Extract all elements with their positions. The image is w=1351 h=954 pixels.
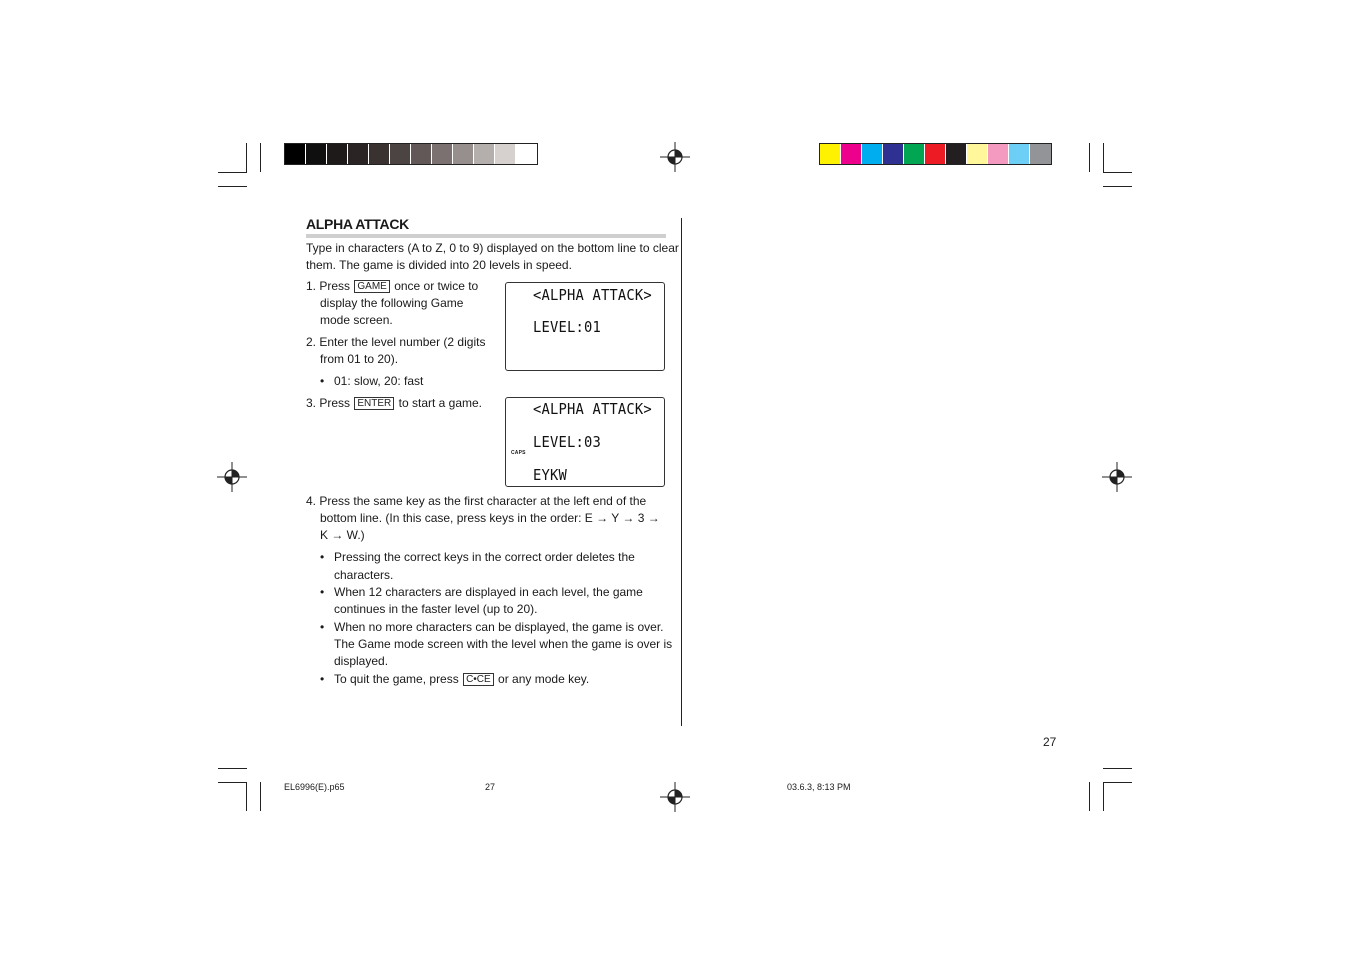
crop-mark (218, 768, 247, 769)
step-text: bottom line. (In this case, press keys in the order: E → Y → 3 → (320, 511, 660, 525)
bullet-text: or any mode key. (498, 672, 590, 686)
color-swatch (390, 144, 411, 164)
bullet: • (320, 620, 325, 634)
color-swatch (862, 144, 883, 164)
crop-mark (1103, 782, 1104, 811)
list-item (320, 549, 324, 566)
lcd-screen-2 (505, 397, 665, 487)
c-ce-key: C•CE (463, 673, 494, 686)
color-swatch (285, 144, 306, 164)
color-swatch (904, 144, 925, 164)
bullet: • (320, 550, 325, 564)
color-swatch (453, 144, 474, 164)
list-item (320, 373, 324, 390)
bullet-text: When no more characters can be displayed, the game is over. (334, 620, 664, 634)
bullet-text (334, 671, 589, 688)
footer-timestamp: 03.6.3, 8:13 PM (787, 782, 851, 792)
step-text: Enter the level number (2 digits (319, 335, 486, 349)
list-item (320, 671, 324, 688)
bullet-text: The Game mode screen with the level when the game is over is (334, 637, 673, 651)
step-number: 1. (306, 279, 317, 293)
crop-mark (1089, 782, 1090, 811)
crop-mark (260, 782, 261, 811)
color-swatch (495, 144, 516, 164)
color-swatch (1009, 144, 1030, 164)
step-text: once or twice to (394, 279, 479, 293)
step-4 (306, 493, 646, 510)
step-text: display the following Game (320, 296, 464, 310)
step-1 (306, 278, 478, 295)
caps-indicator: CAPS (511, 450, 526, 456)
section-title: ALPHA ATTACK (306, 216, 409, 232)
color-swatch (841, 144, 862, 164)
step-text: Press (319, 279, 351, 293)
enter-key: ENTER (354, 397, 394, 410)
color-swatch (411, 144, 432, 164)
bullet: • (320, 374, 325, 388)
bullet-text: To quit the game, press (334, 672, 459, 686)
step-2 (306, 334, 485, 351)
bullet: • (320, 672, 325, 686)
registration-mark-icon (660, 142, 690, 172)
step-text: mode screen. (320, 313, 393, 327)
bullet-text: continues in the faster level (up to 20). (334, 602, 538, 616)
color-swatch (432, 144, 453, 164)
crop-mark (1089, 143, 1090, 172)
crop-mark (218, 782, 247, 783)
crop-mark (246, 782, 247, 811)
crop-mark (1103, 172, 1132, 173)
step-text: Press (319, 396, 351, 410)
color-swatch (348, 144, 369, 164)
lcd-line: LEVEL:01 (533, 318, 601, 336)
step-number: 3. (306, 396, 317, 410)
color-swatch (474, 144, 495, 164)
crop-mark (218, 186, 247, 187)
step-text: to start a game. (398, 396, 483, 410)
step-3 (306, 395, 482, 412)
color-swatch (1030, 144, 1051, 164)
color-swatch (369, 144, 390, 164)
game-key: GAME (354, 280, 389, 293)
crop-mark (218, 172, 247, 173)
footer-filename: EL6996(E).p65 (284, 782, 345, 792)
step-number: 4. (306, 494, 317, 508)
intro-line: them. The game is divided into 20 levels in speed. (306, 258, 572, 272)
lcd-line: LEVEL:03 (533, 433, 601, 451)
bullet-text: Pressing the correct keys in the correct order deletes the (334, 550, 635, 564)
color-swatch (306, 144, 327, 164)
bullet-text: When 12 characters are displayed in each level, the game (334, 585, 643, 599)
color-swatch (988, 144, 1009, 164)
registration-mark-icon (1102, 462, 1132, 492)
color-swatch (820, 144, 841, 164)
crop-mark (246, 143, 247, 172)
bullet-text: characters. (334, 568, 394, 582)
crop-mark (1103, 143, 1104, 172)
intro-line: Type in characters (A to Z, 0 to 9) displayed on the bottom line to clear (306, 241, 679, 255)
crop-mark (1103, 782, 1132, 783)
bullet-text: displayed. (334, 654, 389, 668)
step-text: Press the same key as the first character at the left end of the (319, 494, 647, 508)
crop-mark (260, 143, 261, 172)
step-number: 2. (306, 335, 317, 349)
list-item (320, 619, 324, 636)
color-swatch (327, 144, 348, 164)
bullet-text: 01: slow, 20: fast (334, 374, 424, 388)
registration-mark-icon (217, 462, 247, 492)
registration-mark-icon (660, 782, 690, 812)
color-swatch (883, 144, 904, 164)
lcd-line: <ALPHA ATTACK> (533, 286, 652, 304)
bullet: • (320, 585, 325, 599)
title-underline (306, 234, 666, 238)
footer-page: 27 (485, 782, 496, 792)
list-item (320, 584, 324, 601)
lcd-screen-1 (505, 282, 665, 371)
lcd-line: EYKW (533, 466, 567, 484)
crop-mark (1103, 768, 1132, 769)
color-swatch (946, 144, 967, 164)
color-swatch (516, 144, 537, 164)
page-number: 27 (1043, 735, 1057, 749)
step-text: K → W.) (320, 528, 365, 542)
grayscale-calibration-bar (284, 143, 538, 165)
page-divider (681, 218, 682, 726)
step-text: from 01 to 20). (320, 352, 399, 366)
crop-mark (1103, 186, 1132, 187)
color-swatch (967, 144, 988, 164)
color-calibration-bar (819, 143, 1052, 165)
lcd-line: <ALPHA ATTACK> (533, 400, 652, 418)
color-swatch (925, 144, 946, 164)
